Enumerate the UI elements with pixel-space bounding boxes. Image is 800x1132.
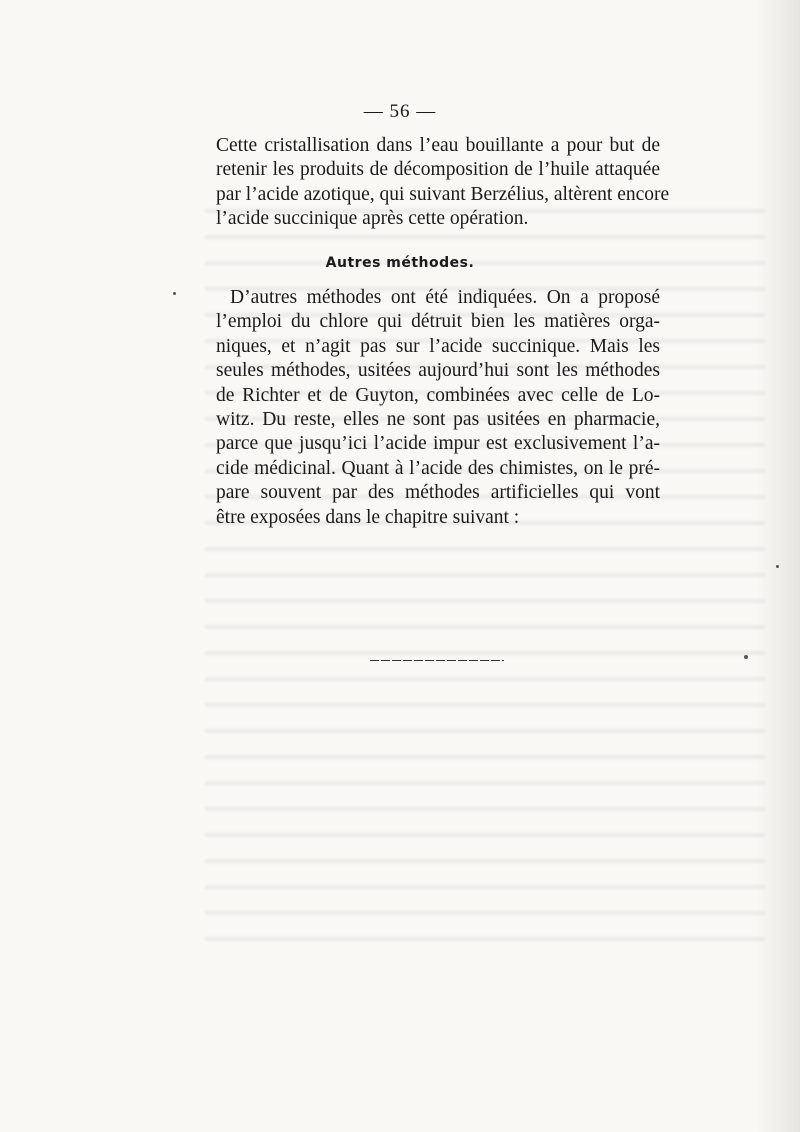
page-number: — 56 — <box>363 101 437 122</box>
section-divider-rule <box>370 660 504 661</box>
text-line: être exposées dans le chapitre suivant : <box>216 506 520 528</box>
text-line: niques, et n’agit pas sur l’acide succinique. Mais les <box>216 335 660 357</box>
ink-speck <box>744 655 748 659</box>
text-line: cide médicinal. Quant à l’acide des chimistes, on le pré- <box>216 457 660 479</box>
ink-speck <box>776 565 779 568</box>
text-line: par l’acide azotique, qui suivant Berzélius, altèrent encore <box>216 183 670 205</box>
text-line: D’autres méthodes ont été indiquées. On a proposé <box>230 287 660 308</box>
text-line: retenir les produits de décomposition de l’huile attaquée <box>216 159 660 181</box>
ink-speck <box>173 292 176 295</box>
text-line: de Richter et de Guyton, combinées avec celle de Lo- <box>216 384 660 406</box>
text-line: Cette cristallisation dans l’eau bouillante a pour but de <box>216 135 660 156</box>
text-line: seules méthodes, usitées aujourd’hui sont les méthodes <box>216 360 660 382</box>
text-line: pare souvent par des méthodes artificielles qui vont <box>216 482 660 504</box>
text-line: l’acide succinique après cette opération. <box>216 208 529 230</box>
section-heading: Autres méthodes. <box>325 255 475 271</box>
paragraph-other-methods <box>216 286 660 530</box>
paragraph-crystallisation <box>216 134 670 232</box>
text-line: l’emploi du chlore qui détruit bien les matières orga- <box>216 311 660 333</box>
text-line: parce que jusqu’ici l’acide impur est exclusivement l’a- <box>216 433 660 455</box>
text-line: witz. Du reste, elles ne sont pas usitées en pharmacie, <box>216 409 660 431</box>
